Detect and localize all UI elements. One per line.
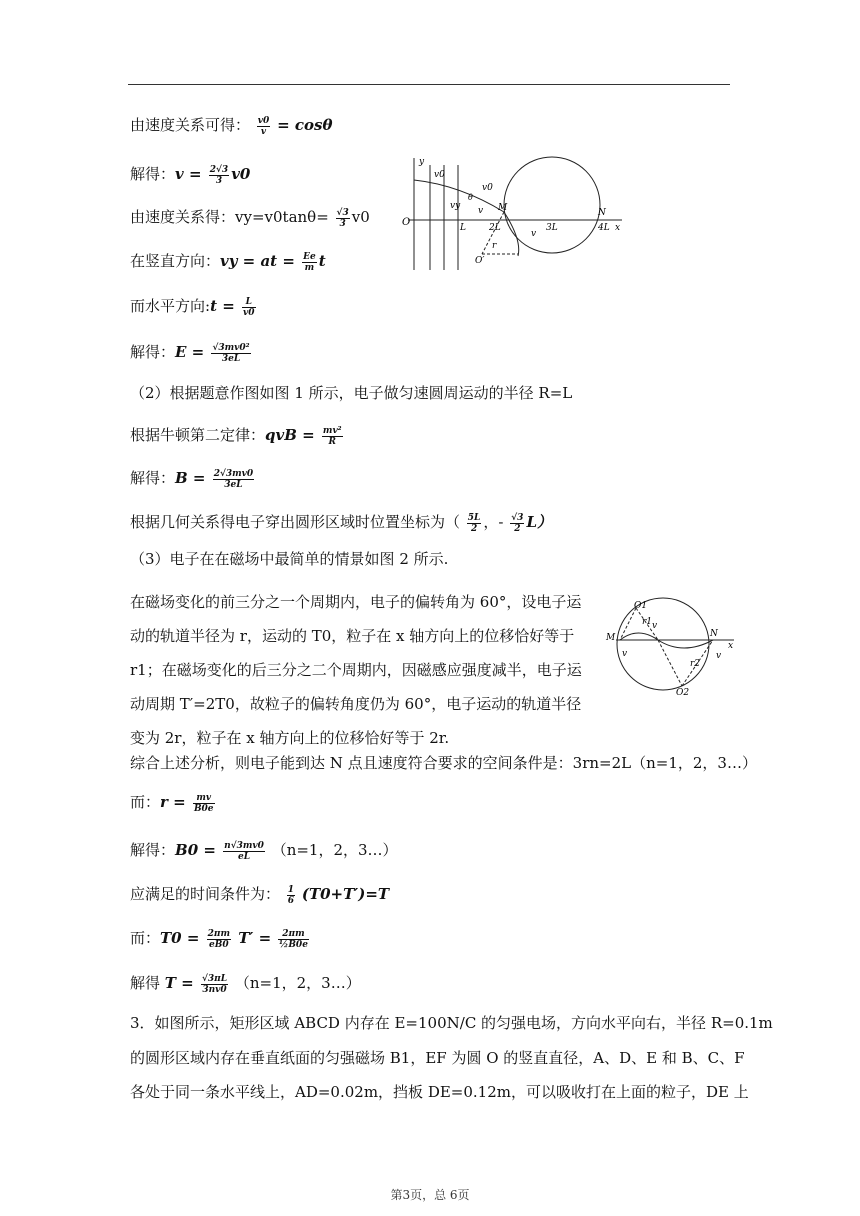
fig1-label: 2L (489, 223, 501, 233)
figure-2-diagram (598, 596, 738, 696)
fraction: $\frac{\text{mv²}}{R}$ (322, 425, 342, 447)
text-line: 在竖直方向：vy = at = $\frac{Ee}{m}$ t (130, 251, 326, 273)
fraction: $\frac{1}{6}$ (287, 884, 295, 906)
fig1-label: N (598, 208, 606, 218)
fig2-label: x (728, 641, 734, 651)
text-line: 解得 T = $\frac{√3\pi L}{3nv0}$ （n=1，2，3…） (130, 973, 361, 995)
text-line: 综合上述分析，则电子能到达 N 点且速度符合要求的空间条件是：3rn=2L（n=1，2，3…） (130, 754, 757, 772)
fig2-label: r1 (642, 617, 653, 627)
paragraph: 在磁场变化的前三分之一个周期内，电子的偏转角为 60°，设电子运动的轨道半径为 r，运动的 T0，粒子在 x 轴方向上的位移恰好等于 r1；在磁场变化的后三分之二个周期内，因磁感应强度减半，电子运动周期 T′=2T0，故粒子的偏转角度仍为 60°，电子运动的轨道半径变为 2r，粒子在 x 轴方向上的位移恰好等于 2r. (130, 593, 582, 747)
fig2-label: N (710, 629, 718, 639)
text-line: 解得：E = $\frac{\text{√3mv0²}}{3eL}$ (130, 342, 250, 364)
fig1-label: v (478, 206, 484, 216)
fig1-label: L (460, 223, 466, 233)
text-line: 3．如图所示，矩形区域 ABCD 内存在 E=100N/C 的匀强电场，方向水平向右，半径 R=0.1m (130, 1014, 773, 1032)
fraction: $\frac{2√3}{3}$ (209, 164, 229, 186)
fraction: $\frac{5L}{2}$ (467, 512, 481, 534)
text-line: 解得：B = $\frac{2√3mv0}{3eL}$ (130, 468, 254, 490)
fig1-label: M (498, 203, 508, 213)
fraction: $\frac{v0}{v}$ (257, 115, 270, 137)
page-footer: 第3页，总 6页 (390, 1188, 470, 1202)
fraction: $\frac{Ee}{m}$ (303, 251, 316, 273)
text-line: 由速度关系可得： $\frac{v0}{v}$ = cosθ (130, 115, 333, 137)
fig1-label: v0 (482, 183, 493, 193)
text-line: （3）电子在在磁场中最简单的情景如图 2 所示. (130, 550, 449, 568)
text-line: 解得：v = $\frac{2√3}{3}$ v0 (130, 164, 251, 186)
header-rule (128, 84, 730, 85)
text-line: 而：T0 = $\frac{2\pi m}{eB0}$ T′ = $\frac{2\pi m}{\text{½B0e}}$ (130, 928, 308, 950)
fig1-label: y (419, 157, 425, 167)
fig2-label: v (622, 649, 628, 659)
fig1-label: vy (450, 201, 461, 211)
fraction: $\frac{√3}{3}$ (336, 207, 349, 229)
fraction: $\frac{√3}{2}$ (511, 512, 524, 534)
fraction: $\frac{2\pi m}{eB0}$ (207, 928, 231, 950)
text-line: 由速度关系得：vy=v0tanθ= $\frac{√3}{3}$ v0 (130, 207, 370, 229)
text-line: 的圆形区域内存在垂直纸面的匀强磁场 B1，EF 为圆 O 的竖直直径，A、D、E 和 B、C、F (130, 1049, 745, 1067)
text-line: 而水平方向:t = $\frac{L}{v0}$ (130, 296, 255, 318)
fig2-label: v (652, 621, 658, 631)
text-line: 根据牛顿第二定律：qvB = $\frac{\text{mv²}}{R}$ (130, 425, 342, 447)
fig1-label: 3L (546, 223, 558, 233)
fraction: $\frac{mv}{B0e}$ (193, 792, 214, 814)
fraction: $\frac{L}{v0}$ (243, 296, 255, 318)
text-line: 应满足的时间条件为： $\frac{1}{6}$ (T0+T′)=T (130, 884, 390, 906)
text-line: （2）根据题意作图如图 1 所示，电子做匀速圆周运动的半径 R=L (130, 384, 573, 402)
fig1-label: v (531, 229, 537, 239)
fraction: $\frac{2√3mv0}{3eL}$ (213, 468, 254, 490)
fig2-label: M (606, 633, 616, 643)
text-line: 根据几何关系得电子穿出圆形区域时位置坐标为（ $\frac{5L}{2}$ ，- $\frac{√3}{2}$ L） (130, 512, 552, 534)
fraction: $\frac{n√3mv0}{eL}$ (224, 840, 264, 862)
fig2-label: O2 (676, 688, 690, 696)
fig1-label: x (615, 223, 621, 233)
fig1-label: 4L (598, 223, 610, 233)
text-line: 解得：B0 = $\frac{n√3mv0}{eL}$ （n=1，2，3…） (130, 840, 398, 862)
fig1-label: O′ (475, 256, 485, 266)
fraction: $\frac{\text{√3mv0²}}{3eL}$ (212, 342, 250, 364)
fig1-label: r (492, 241, 497, 251)
fig1-label: O (402, 217, 411, 228)
fig2-label: O1 (634, 601, 648, 611)
fig1-label: v0 (434, 170, 445, 180)
text-line: 各处于同一条水平线上，AD=0.02m，挡板 DE=0.12m，可以吸收打在上面的粒子，DE 上 (130, 1083, 749, 1101)
fig1-label: θ (468, 193, 473, 202)
text-line: 而：r = $\frac{mv}{B0e}$ (130, 792, 214, 814)
fig2-label: v (716, 651, 722, 661)
figure-1-diagram (400, 150, 630, 275)
fraction: $\frac{2\pi m}{\text{½B0e}}$ (278, 928, 308, 950)
fraction: $\frac{√3\pi L}{3nv0}$ (201, 973, 228, 995)
fig2-label: r2 (690, 659, 701, 669)
